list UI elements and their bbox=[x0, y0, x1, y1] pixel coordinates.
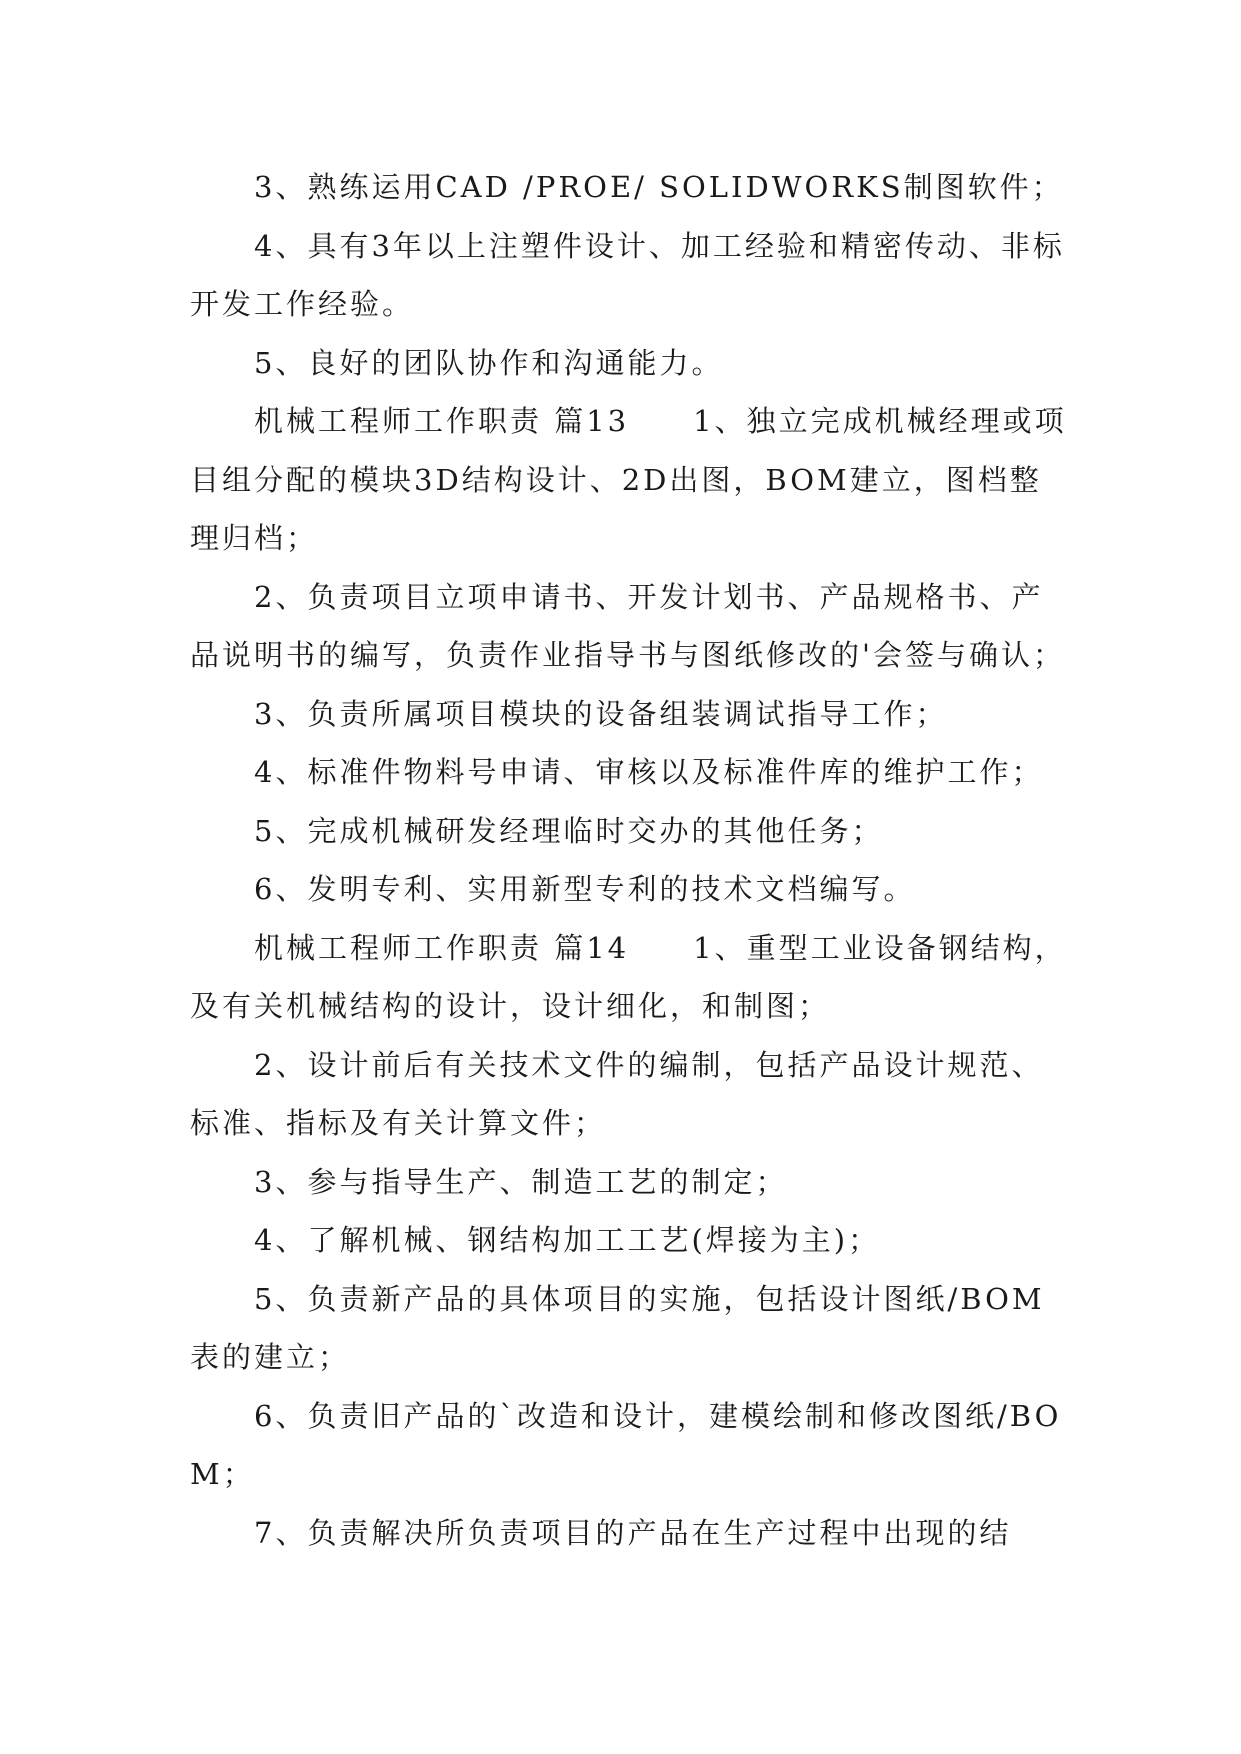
paragraph: 5、完成机械研发经理临时交办的其他任务； bbox=[254, 813, 884, 848]
paragraph: 6、负责旧产品的`改造和设计，建模绘制和修改图纸/BOM； bbox=[190, 1398, 1062, 1491]
paragraph: 5、良好的团队协作和沟通能力。 bbox=[254, 345, 724, 380]
paragraph: 5、负责新产品的具体项目的实施，包括设计图纸/BOM表的建立； bbox=[190, 1281, 1045, 1374]
paragraph: 4、具有3年以上注塑件设计、加工经验和精密传动、非标开发工作经验。 bbox=[190, 228, 1065, 321]
paragraph: 7、负责解决所负责项目的产品在生产过程中出现的结 bbox=[254, 1515, 1012, 1550]
paragraph: 4、标准件物料号申请、审核以及标准件库的维护工作； bbox=[254, 755, 1044, 789]
paragraph: 3、参与指导生产、制造工艺的制定； bbox=[254, 1164, 788, 1199]
paragraph: 3、负责所属项目模块的设备组装调试指导工作； bbox=[254, 696, 948, 731]
paragraph: 机械工程师工作职责 篇14 1、重型工业设备钢结构，及有关机械结构的设计，设计细化，和制图； bbox=[190, 930, 1067, 1023]
document-body bbox=[190, 158, 1070, 1562]
paragraph: 2、设计前后有关技术文件的编制，包括产品设计规范、标准、指标及有关计算文件； bbox=[190, 1047, 1044, 1140]
paragraph: 6、发明专利、实用新型专利的技术文档编写。 bbox=[254, 872, 916, 906]
paragraph: 2、负责项目立项申请书、开发计划书、产品规格书、产品说明书的编写，负责作业指导书与图纸修改的'会签与确认； bbox=[190, 579, 1065, 672]
paragraph: 3、熟练运用CAD /PROE/ SOLIDWORKS制图软件； bbox=[254, 170, 1064, 204]
paragraph: 4、了解机械、钢结构加工工艺(焊接为主)； bbox=[254, 1223, 881, 1257]
paragraph: 机械工程师工作职责 篇13 1、独立完成机械经理或项目组分配的模块3D结构设计、2D出图，BOM建立，图档整理归档； bbox=[190, 404, 1067, 555]
